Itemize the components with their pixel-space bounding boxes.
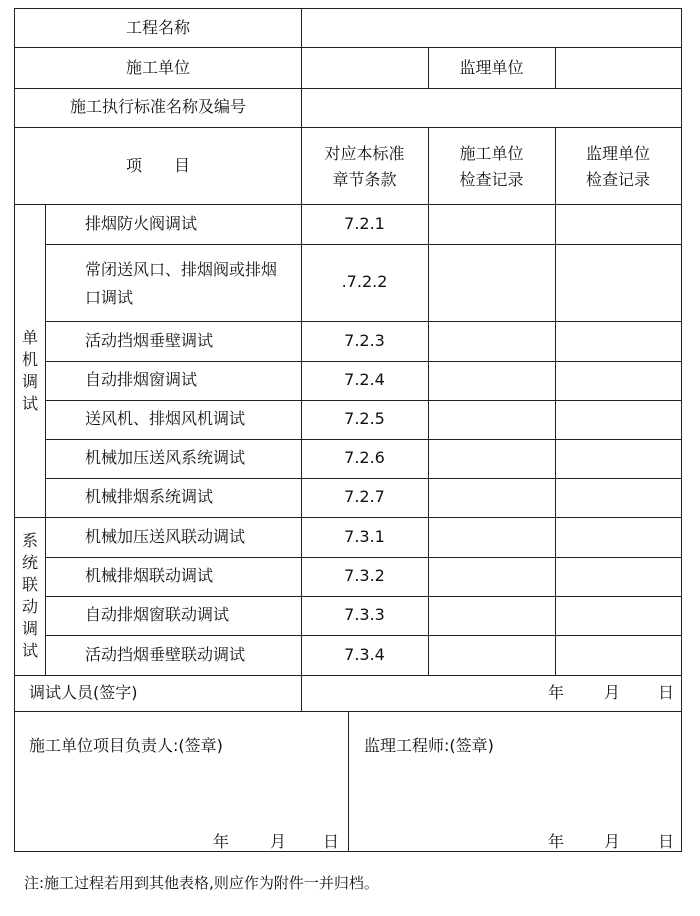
rule-signature-split: [348, 711, 349, 851]
supervision-engineer-label: 监理工程师:(签章): [364, 736, 494, 755]
row-clause: 7.2.4: [344, 370, 385, 389]
supervision-date-month: 月: [604, 832, 621, 851]
supervision-date-day: 日: [658, 832, 675, 851]
rule-r10: [45, 635, 681, 636]
row-clause: 7.2.7: [344, 487, 385, 506]
rule-col-c: [555, 127, 556, 675]
construction-unit-label: 施工单位: [125, 58, 190, 77]
rule-r8: [45, 557, 681, 558]
row-item-line2: 口调试: [85, 288, 134, 307]
tester-date-month: 月: [604, 683, 621, 702]
clause-header-line2: 章节条款: [332, 170, 397, 189]
group-label-linkage-test: 系统联动调试: [21, 531, 38, 660]
rule-group: [15, 517, 681, 518]
group-label-unit-test: 单机调试: [21, 328, 38, 413]
rule-col-c-header: [555, 47, 556, 88]
rule-r2: [45, 321, 681, 322]
standard-label: 施工执行标准名称及编号: [69, 97, 246, 116]
row-item: 机械加压送风联动调试: [85, 527, 246, 546]
row-item: 自动排烟窗调试: [85, 370, 198, 389]
construction-date-year: 年: [213, 832, 230, 851]
rule-col-b: [428, 127, 429, 675]
tester-date-year: 年: [548, 683, 565, 702]
row-item: 机械加压送风系统调试: [85, 448, 246, 467]
rule-r5: [45, 439, 681, 440]
rule-3: [15, 127, 681, 128]
supervision-unit-label: 监理单位: [459, 58, 524, 77]
row-item-line1: 常闭送风口、排烟阀或排烟: [85, 260, 278, 279]
construction-check-header-line2: 检查记录: [459, 170, 524, 189]
construction-check-header-line1: 施工单位: [459, 144, 524, 163]
row-clause: 7.3.2: [344, 566, 385, 585]
rule-group-col: [45, 204, 46, 675]
rule-2: [15, 88, 681, 89]
clause-header-line1: 对应本标准: [324, 144, 405, 163]
supervision-check-header-line1: 监理单位: [585, 144, 650, 163]
row-clause: 7.2.5: [344, 409, 385, 428]
row-item: 机械排烟系统调试: [85, 487, 214, 506]
row-item: 排烟防火阀调试: [85, 214, 198, 233]
row-clause: .7.2.2: [341, 272, 388, 291]
construction-date-month: 月: [270, 832, 287, 851]
row-item: 活动挡烟垂壁调试: [85, 331, 214, 350]
rule-r6: [45, 478, 681, 479]
rule-r3: [45, 361, 681, 362]
tester-date-day: 日: [658, 683, 675, 702]
row-clause: 7.3.3: [344, 605, 385, 624]
row-item: 自动排烟窗联动调试: [85, 605, 230, 624]
row-clause: 7.3.4: [344, 645, 385, 664]
rule-5: [15, 675, 681, 676]
project-name-label: 工程名称: [125, 18, 190, 37]
debugging-record-form: [14, 8, 682, 852]
rule-1: [15, 47, 681, 48]
supervision-check-header-line2: 检查记录: [585, 170, 650, 189]
row-clause: 7.2.3: [344, 331, 385, 350]
supervision-date-year: 年: [548, 832, 565, 851]
rule-r9: [45, 596, 681, 597]
row-item: 活动挡烟垂壁联动调试: [85, 645, 246, 664]
rule-r1: [45, 244, 681, 245]
construction-date-day: 日: [323, 832, 340, 851]
row-clause: 7.2.1: [344, 214, 385, 233]
footnote: 注:施工过程若用到其他表格,则应作为附件一并归档。: [24, 874, 379, 892]
construction-manager-label: 施工单位项目负责人:(签章): [29, 736, 223, 755]
row-item: 机械排烟联动调试: [85, 566, 214, 585]
row-clause: 7.2.6: [344, 448, 385, 467]
row-clause: 7.3.1: [344, 527, 385, 546]
row-item: 送风机、排烟风机调试: [85, 409, 246, 428]
tester-label: 调试人员(签字): [29, 683, 138, 702]
item-column-header: 项 目: [125, 156, 190, 175]
rule-4: [15, 204, 681, 205]
rule-r4: [45, 400, 681, 401]
